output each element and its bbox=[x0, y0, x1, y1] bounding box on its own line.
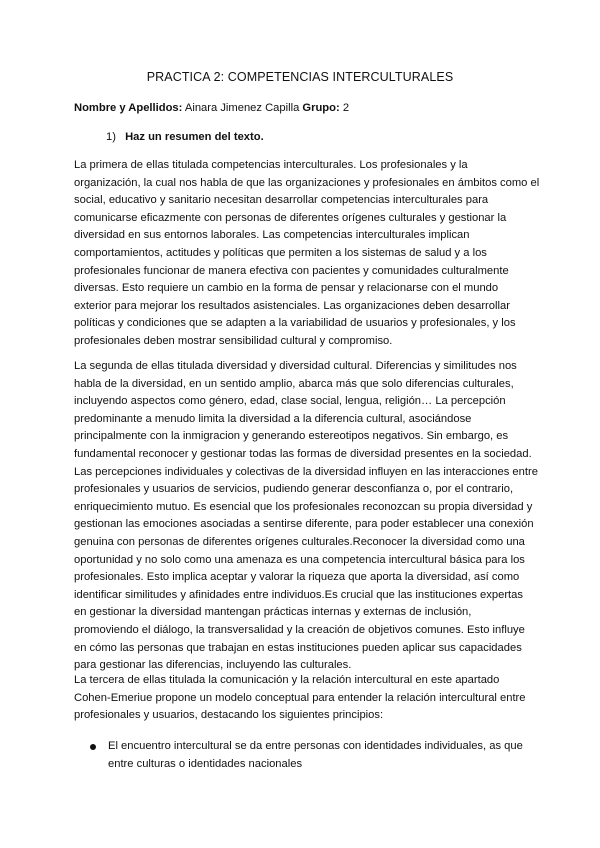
paragraph-line: en gestionar la diversidad mantengan prácticas internas y externas de inclusión, bbox=[74, 606, 472, 619]
question-heading bbox=[106, 131, 264, 143]
paragraph-line: principalmente con la inmigracion y generando estereotipos negativos. Sin embargo, es bbox=[74, 430, 509, 443]
paragraph-line: profesionales deben mostrar sensibilidad cultural y compromiso. bbox=[74, 334, 393, 347]
paragraph-line: políticas y condiciones que se adapten a la variabilidad de usuarios y profesionales, y los bbox=[74, 317, 516, 330]
paragraph-line: en cómo las personas que trabajan en estas instituciones pueden aplicar sus capacidades bbox=[74, 641, 522, 654]
name-label: Nombre y Apellidos: bbox=[74, 102, 183, 114]
paragraph-line: La segunda de ellas titulada diversidad y diversidad cultural. Diferencias y similitudes nos bbox=[74, 360, 517, 372]
paragraph-line: gestionan las emociones asociadas a sentirse diferente, para poder establecer una conexión bbox=[74, 518, 534, 531]
paragraph-line: diversas. Esto requiere un cambio en la forma de pensar y relacionarse con el mundo bbox=[74, 282, 499, 295]
paragraph-line: habla de la diversidad, en un sentido amplio, abarca más que solo diferencias culturales, bbox=[74, 377, 514, 390]
paragraph-line: exterior para mejorar los resultados asistenciales. Las organizaciones deben desarrollar bbox=[74, 299, 510, 312]
paragraph-diversidad bbox=[74, 358, 538, 675]
paragraph-line: identificar similitudes y afinidades entre individuos.Es crucial que las instituciones expertas bbox=[74, 588, 523, 601]
paragraph-competencias bbox=[74, 157, 540, 351]
document-title: PRACTICA 2: COMPETENCIAS INTERCULTURALES bbox=[146, 70, 454, 84]
paragraph-line: Cohen-Emeriue propone un modelo conceptual para entender la relación intercultural entre bbox=[74, 691, 526, 704]
paragraph-line: social, educativo y sanitario necesitan desarrollar competencias interculturales para bbox=[74, 194, 489, 207]
bullet-line: El encuentro intercultural se da entre personas con identidades individuales, as que bbox=[108, 740, 523, 752]
paragraph-line: genuina con personas de diferentes orígenes culturales.Reconocer la diversidad como una bbox=[74, 535, 525, 548]
student-info-line bbox=[74, 102, 349, 114]
bullet-line: entre culturas o identidades nacionales bbox=[108, 757, 303, 770]
bullet-text bbox=[108, 738, 538, 773]
paragraph-line: profesionales y usuarios de servicios, pudiendo generar desconfianza o, por el contrario, bbox=[74, 483, 514, 496]
paragraph-line: Las percepciones individuales y colectivas de la diversidad influyen en las interacciones entre bbox=[74, 465, 538, 478]
paragraph-comunicacion bbox=[74, 672, 534, 725]
paragraph-line: fundamental reconocer y gestionar todas las formas de diversidad presentes en la sociedad. bbox=[74, 447, 532, 460]
paragraph-line: comportamientos, actitudes y políticas que permiten a los sistemas de salud y a los bbox=[74, 246, 487, 259]
paragraph-line: comunicarse eficazmente con personas de diferentes orígenes culturales y gestionar la bbox=[74, 211, 507, 224]
paragraph-line: organización, la cual nos habla de que las organizaciones y profesionales en ámbitos como el bbox=[74, 176, 540, 189]
question-text: Haz un resumen del texto. bbox=[125, 131, 264, 143]
paragraph-line: para gestionar las diferencias, incluyendo las culturales. bbox=[74, 659, 352, 672]
paragraph-line: oportunidad y no solo como una amenaza es una competencia intercultural básica para los bbox=[74, 553, 525, 566]
paragraph-line: promoviendo el diálogo, la transversalidad y la creación de objetivos comunes. Esto influye bbox=[74, 623, 525, 636]
bullet-dot-icon bbox=[90, 744, 96, 750]
group-value: 2 bbox=[342, 102, 350, 114]
paragraph-line: profesionales y usuarios, destacando los siguientes principios: bbox=[74, 709, 384, 722]
paragraph-line: profesionales funcionar de manera efectiva con pacientes y comunidades culturalmente bbox=[74, 264, 509, 277]
paragraph-line: diversidad en sus entornos laborales. Las competencias interculturales implican bbox=[74, 229, 470, 242]
group-label: Grupo: bbox=[302, 102, 340, 114]
paragraph-line: incluyendo aspectos como género, edad, clase social, lengua, religión… La percepción bbox=[74, 395, 506, 408]
question-number: 1) bbox=[106, 131, 116, 143]
paragraph-line: predominante a menudo limita la diversidad a la diferencia cultural, asociándose bbox=[74, 412, 472, 425]
paragraph-line: La tercera de ellas titulada la comunicación y la relación intercultural en este apartado bbox=[74, 674, 500, 686]
paragraph-line: profesionales. Esto implica aceptar y valorar la riqueza que aporta la diversidad, así como bbox=[74, 571, 520, 584]
paragraph-line: enriquecimiento mutuo. Es esencial que los profesionales reconozcan su propia diversidad y bbox=[74, 500, 533, 513]
name-value: Ainara Jimenez Capilla bbox=[184, 102, 300, 114]
paragraph-line: La primera de ellas titulada competencias interculturales. Los profesionales y la bbox=[74, 159, 468, 171]
